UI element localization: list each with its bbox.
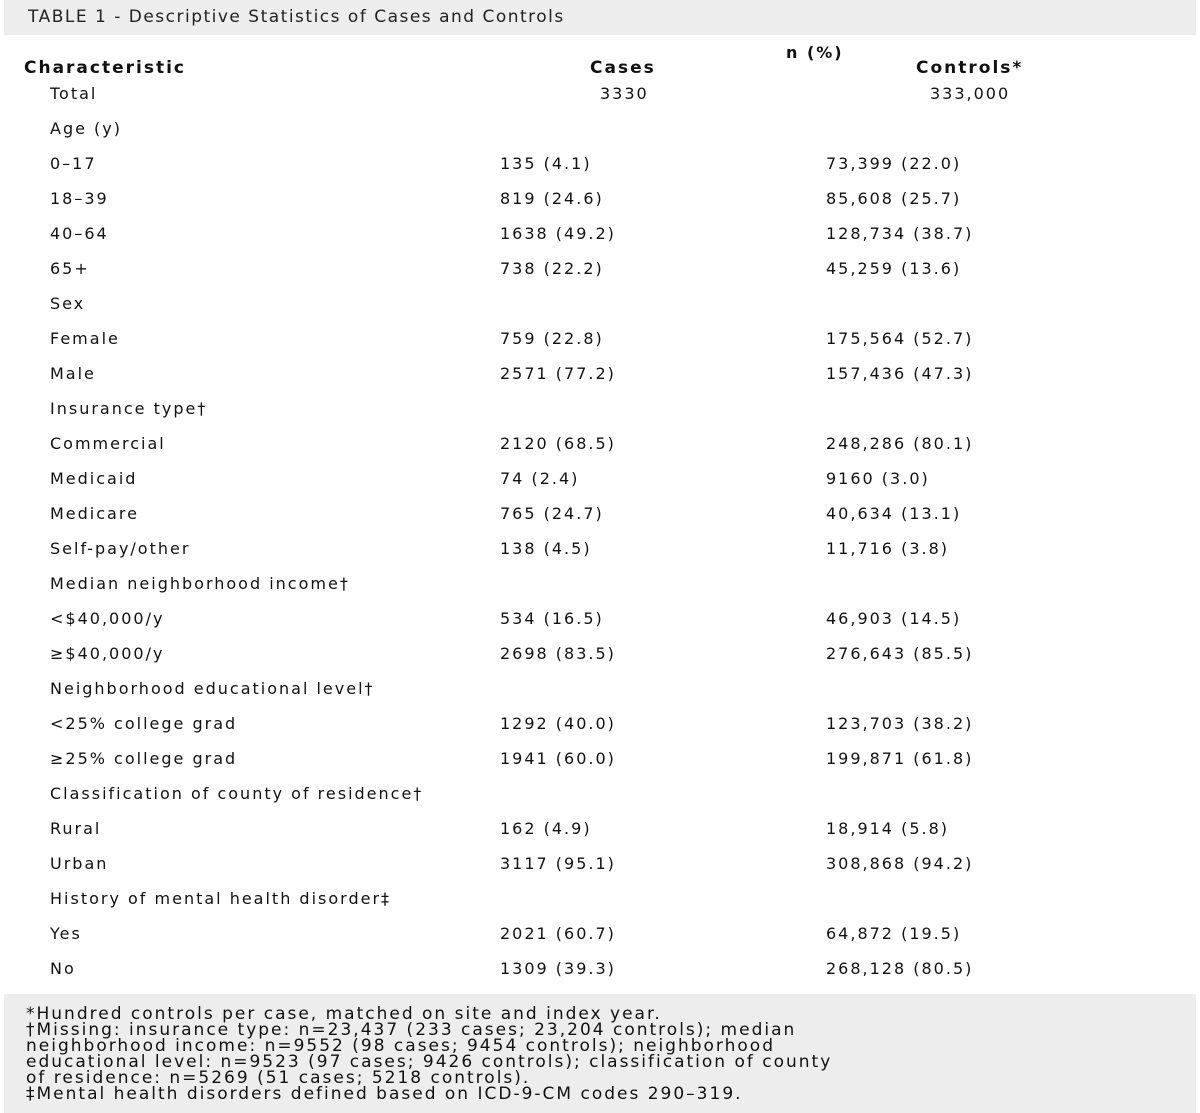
cases-value: 2021 (60.7) [500,924,616,943]
row-label: History of mental health disorder‡ [50,889,392,908]
table-row [0,714,1200,749]
table-row [0,364,1200,399]
footnote-line: *Hundred controls per case, matched on site and index year. [26,1004,662,1024]
cases-value: 2698 (83.5) [500,644,616,663]
controls-value: 157,436 (47.3) [826,364,974,383]
controls-value: 40,634 (13.1) [826,504,962,523]
table-row [0,959,1200,994]
cases-value: 74 (2.4) [500,469,580,488]
controls-value: 199,871 (61.8) [826,749,974,768]
table-row [0,224,1200,259]
cases-value: 138 (4.5) [500,539,592,558]
row-label: ≥$40,000/y [50,644,165,663]
table-row [0,819,1200,854]
row-label: Medicare [50,504,139,523]
row-label: Yes [50,924,82,943]
table-row [0,504,1200,539]
cases-value: 1309 (39.3) [500,959,616,978]
controls-value: 9160 (3.0) [826,469,930,488]
controls-value: 276,643 (85.5) [826,644,974,663]
row-label: <$40,000/y [50,609,165,628]
table-row [0,784,1200,819]
n-percent-header: n (%) [786,43,844,62]
table-row [0,259,1200,294]
table-row [0,399,1200,434]
footnote-line: ‡Mental health disorders defined based on ICD-9-CM codes 290–319. [26,1084,743,1104]
table-row [0,329,1200,364]
controls-value: 248,286 (80.1) [826,434,974,453]
footnote-line: neighborhood income: n=9552 (98 cases; 9454 controls); neighborhood [26,1036,775,1056]
cases-value: 2120 (68.5) [500,434,616,453]
cases-value: 162 (4.9) [500,819,592,838]
row-label: Age (y) [50,119,122,138]
row-label: Urban [50,854,109,873]
table-row [0,854,1200,889]
controls-value: 308,868 (94.2) [826,854,974,873]
footnotes [4,994,1196,1113]
table-row [0,434,1200,469]
row-label: <25% college grad [50,714,238,733]
row-label: Neighborhood educational level† [50,679,375,698]
table-row [0,644,1200,679]
row-label: No [50,959,76,978]
controls-value: 45,259 (13.6) [826,259,962,278]
table-row [0,749,1200,784]
cases-value: 1941 (60.0) [500,749,616,768]
cases-value: 759 (22.8) [500,329,604,348]
total-cases: 3330 [600,84,649,103]
cases-value: 3117 (95.1) [500,854,616,873]
table-row [0,679,1200,714]
cases-value: 1638 (49.2) [500,224,616,243]
footnote-line: educational level: n=9523 (97 cases; 9426 controls); classification of county [26,1052,833,1072]
title-bar [4,0,1196,35]
cases-value: 534 (16.5) [500,609,604,628]
row-label: Commercial [50,434,166,453]
row-label: Female [50,329,120,348]
table-row [0,539,1200,574]
row-label: Rural [50,819,102,838]
row-label: ≥25% college grad [50,749,238,768]
row-label: 65+ [50,259,90,278]
controls-value: 64,872 (19.5) [826,924,962,943]
cases-value: 2571 (77.2) [500,364,616,383]
table-row [0,119,1200,154]
controls-value: 46,903 (14.5) [826,609,962,628]
controls-value: 123,703 (38.2) [826,714,974,733]
row-label: Sex [50,294,86,313]
table-row [0,924,1200,959]
cases-value: 819 (24.6) [500,189,604,208]
footnote-line: †Missing: insurance type: n=23,437 (233 cases; 23,204 controls); median [26,1020,797,1040]
table-row [0,609,1200,644]
total-label: Total [50,84,98,103]
table-row [0,154,1200,189]
controls-value: 18,914 (5.8) [826,819,949,838]
table-row [0,189,1200,224]
table-row [0,294,1200,329]
controls-value: 175,564 (52.7) [826,329,974,348]
controls-value: 11,716 (3.8) [826,539,949,558]
controls-value: 268,128 (80.5) [826,959,974,978]
controls-value: 73,399 (22.0) [826,154,962,173]
characteristic-header: Characteristic [24,58,186,78]
cases-value: 1292 (40.0) [500,714,616,733]
footnote-line: of residence: n=5269 (51 cases; 5218 controls). [26,1068,531,1088]
total-controls: 333,000 [930,84,1011,103]
row-label: Male [50,364,96,383]
controls-header: Controls* [916,58,1024,78]
cases-value: 738 (22.2) [500,259,604,278]
row-label: 40–64 [50,224,109,243]
cases-header: Cases [590,58,656,78]
row-label: Insurance type† [50,399,208,418]
table-row [0,469,1200,504]
cases-value: 765 (24.7) [500,504,604,523]
row-label: Self-pay/other [50,539,191,558]
table-row [0,574,1200,609]
controls-value: 85,608 (25.7) [826,189,962,208]
row-label: 18–39 [50,189,109,208]
controls-value: 128,734 (38.7) [826,224,974,243]
row-label: Medicaid [50,469,138,488]
table-row [0,889,1200,924]
row-label: Classification of county of residence† [50,784,424,803]
table-title: TABLE 1 - Descriptive Statistics of Cases and Controls [28,7,565,27]
row-label: Median neighborhood income† [50,574,350,593]
cases-value: 135 (4.1) [500,154,592,173]
row-label: 0–17 [50,154,97,173]
